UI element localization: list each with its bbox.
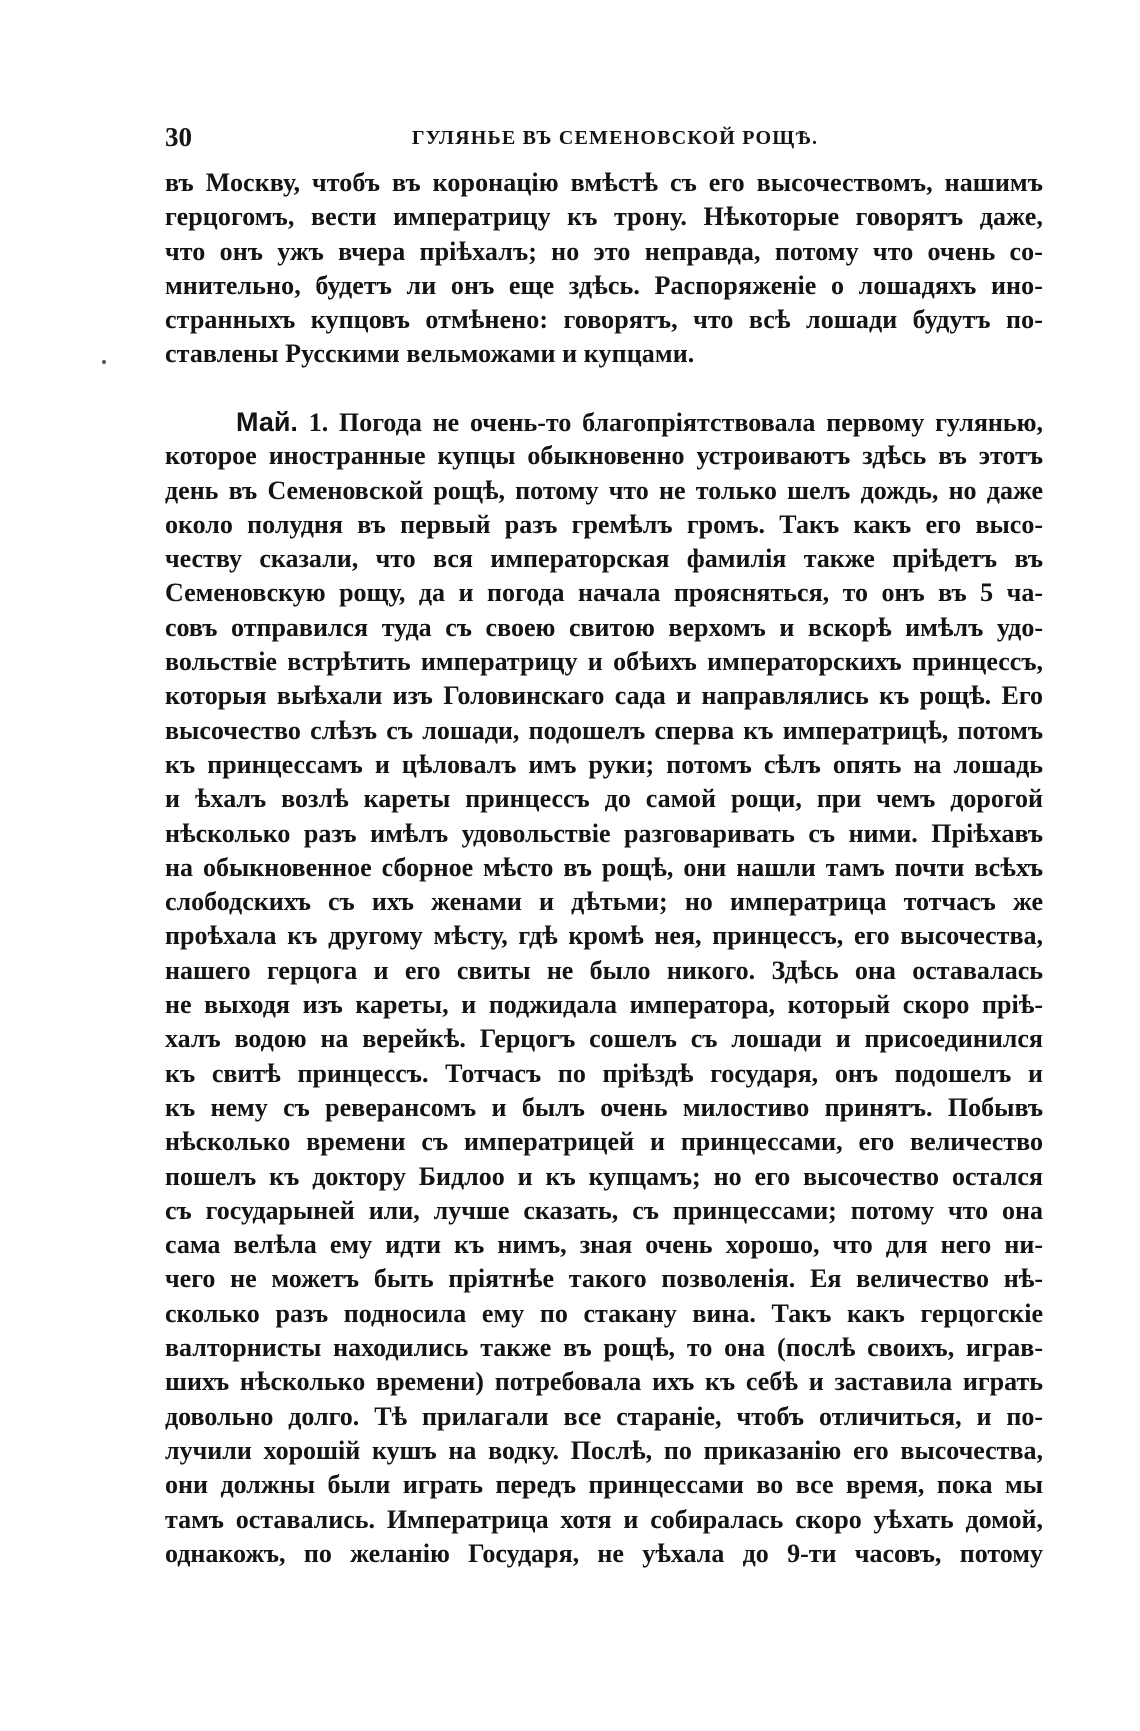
- text-line: довольно долго. Тѣ прилагали все стараніе, чтобъ отличиться, и по-: [165, 1401, 1043, 1431]
- text-line: нашего герцога и его свиты не было никого. Здѣсь она оставалась: [165, 955, 1043, 985]
- text-line: къ нему съ реверансомъ и былъ очень милостиво принятъ. Побывъ: [165, 1092, 1043, 1122]
- text-line: ставлены Русскими вельможами и купцами.: [165, 339, 695, 369]
- text-line: нѣсколько разъ имѣлъ удовольствіе разговаривать съ ними. Пріѣхавъ: [165, 818, 1043, 848]
- paragraph-1: [165, 166, 1043, 372]
- text-line: на обыкновенное сборное мѣсто въ рощѣ, они нашли тамъ почти всѣхъ: [165, 852, 1043, 882]
- text-line: чего не можетъ быть пріятнѣе такого позволенія. Ея величество нѣ-: [165, 1264, 1043, 1294]
- text-line: сама велѣла ему идти къ нимъ, зная очень хорошо, что для него ни-: [165, 1230, 1043, 1260]
- text-line: халъ водою на верейкѣ. Герцогъ сошелъ съ лошади и присоединился: [165, 1024, 1043, 1054]
- running-title: ГУЛЯНЬЕ ВЪ СЕМЕНОВСКОЙ РОЩѢ.: [411, 127, 819, 149]
- text-line: не выходя изъ кареты, и поджидала императора, который скоро пріѣ-: [165, 990, 1043, 1020]
- text-line: съ государыней или, лучше сказать, съ принцессами; потому что она: [165, 1195, 1043, 1225]
- text-line: вольствіе встрѣтить императрицу и обѣихъ императорскихъ принцессъ,: [165, 647, 1043, 677]
- text-line: къ свитѣ принцессъ. Тотчасъ по пріѣздѣ государя, онъ подошелъ и: [165, 1058, 1043, 1088]
- text-line: слободскихъ съ ихъ женами и дѣтьми; но императрица тотчасъ же: [165, 887, 1043, 917]
- text-line: которое иностранные купцы обыкновенно устроиваютъ здѣсь въ этотъ: [165, 441, 1043, 471]
- text-line: къ принцессамъ и цѣловалъ имъ руки; потомъ сѣлъ опять на лошадь: [165, 749, 1043, 779]
- text-line: нѣсколько времени съ императрицей и принцессами, его величество: [165, 1127, 1043, 1157]
- text-line: лучили хорошій кушъ на водку. Послѣ, по приказанію его высочества,: [165, 1435, 1043, 1465]
- margin-speck: [102, 360, 106, 364]
- text-line: валторнисты находились также въ рощѣ, то она (послѣ своихъ, играв-: [165, 1333, 1043, 1363]
- text-line: мнительно, будетъ ли онъ еще здѣсь. Распоряженіе о лошадяхъ ино-: [165, 270, 1043, 300]
- text-line: однакожъ, по желанію Государя, не уѣхала до 9-ти часовъ, потому: [165, 1538, 1043, 1568]
- text-line: около полудня въ первый разъ гремѣлъ громъ. Такъ какъ его высо-: [165, 509, 1043, 539]
- text-line: герцогомъ, вести императрицу къ трону. Нѣкоторые говорятъ даже,: [165, 202, 1043, 232]
- text-line: пошелъ къ доктору Бидлоо и къ купцамъ; но его высочество остался: [165, 1161, 1043, 1191]
- text-line: высочество слѣзъ съ лошади, подошелъ сперва къ императрицѣ, потомъ: [165, 715, 1043, 745]
- text-line: въ Москву, чтобъ въ коронацію вмѣстѣ съ его высочествомъ, нашимъ: [165, 168, 1043, 197]
- text-line: которыя выѣхали изъ Головинскаго сада и направлялись къ рощѣ. Его: [165, 681, 1043, 711]
- text-line: тамъ оставались. Императрица хотя и собиралась скоро уѣхать домой,: [165, 1504, 1043, 1534]
- text-line: день въ Семеновской рощѣ, потому что не только шелъ дождь, но даже: [165, 475, 1043, 505]
- text-line: сколько разъ подносила ему по стакану вина. Такъ какъ герцогскіе: [165, 1298, 1043, 1328]
- text-line: совъ отправился туда съ своею свитою верхомъ и вскорѣ имѣлъ удо-: [165, 612, 1043, 642]
- text-line: и ѣхалъ возлѣ кареты принцессъ до самой рощи, при чемъ дорогой: [165, 784, 1043, 814]
- text-line: проѣхала къ другому мѣсту, гдѣ кромѣ нея, принцессъ, его высочества,: [165, 921, 1043, 951]
- text-line: шихъ нѣсколько времени) потребовала ихъ къ себѣ и заставила играть: [165, 1367, 1043, 1397]
- first-line-text: 1. Погода не очень-то благопріятствовала первому гулянью,: [308, 408, 1043, 437]
- page-number: 30: [165, 122, 192, 152]
- paragraph-first-line: [165, 405, 1043, 439]
- text-line: Семеновскую рощу, да и погода начала проясняться, то онъ въ 5 ча-: [165, 578, 1043, 608]
- page-header: [165, 120, 1045, 154]
- text-line: странныхъ купцовъ отмѣнено: говорятъ, что всѣ лошади будутъ по-: [165, 305, 1043, 335]
- text-line: они должны были играть передъ принцессами во все время, пока мы: [165, 1470, 1043, 1500]
- text-line: что онъ ужъ вчера пріѣхалъ; но это неправда, потому что очень со-: [165, 236, 1043, 266]
- section-label-date: Май.: [236, 407, 298, 437]
- paragraph-2: [165, 405, 1043, 1571]
- text-line: честву сказали, что вся императорская фамилія также пріѣдетъ въ: [165, 544, 1043, 574]
